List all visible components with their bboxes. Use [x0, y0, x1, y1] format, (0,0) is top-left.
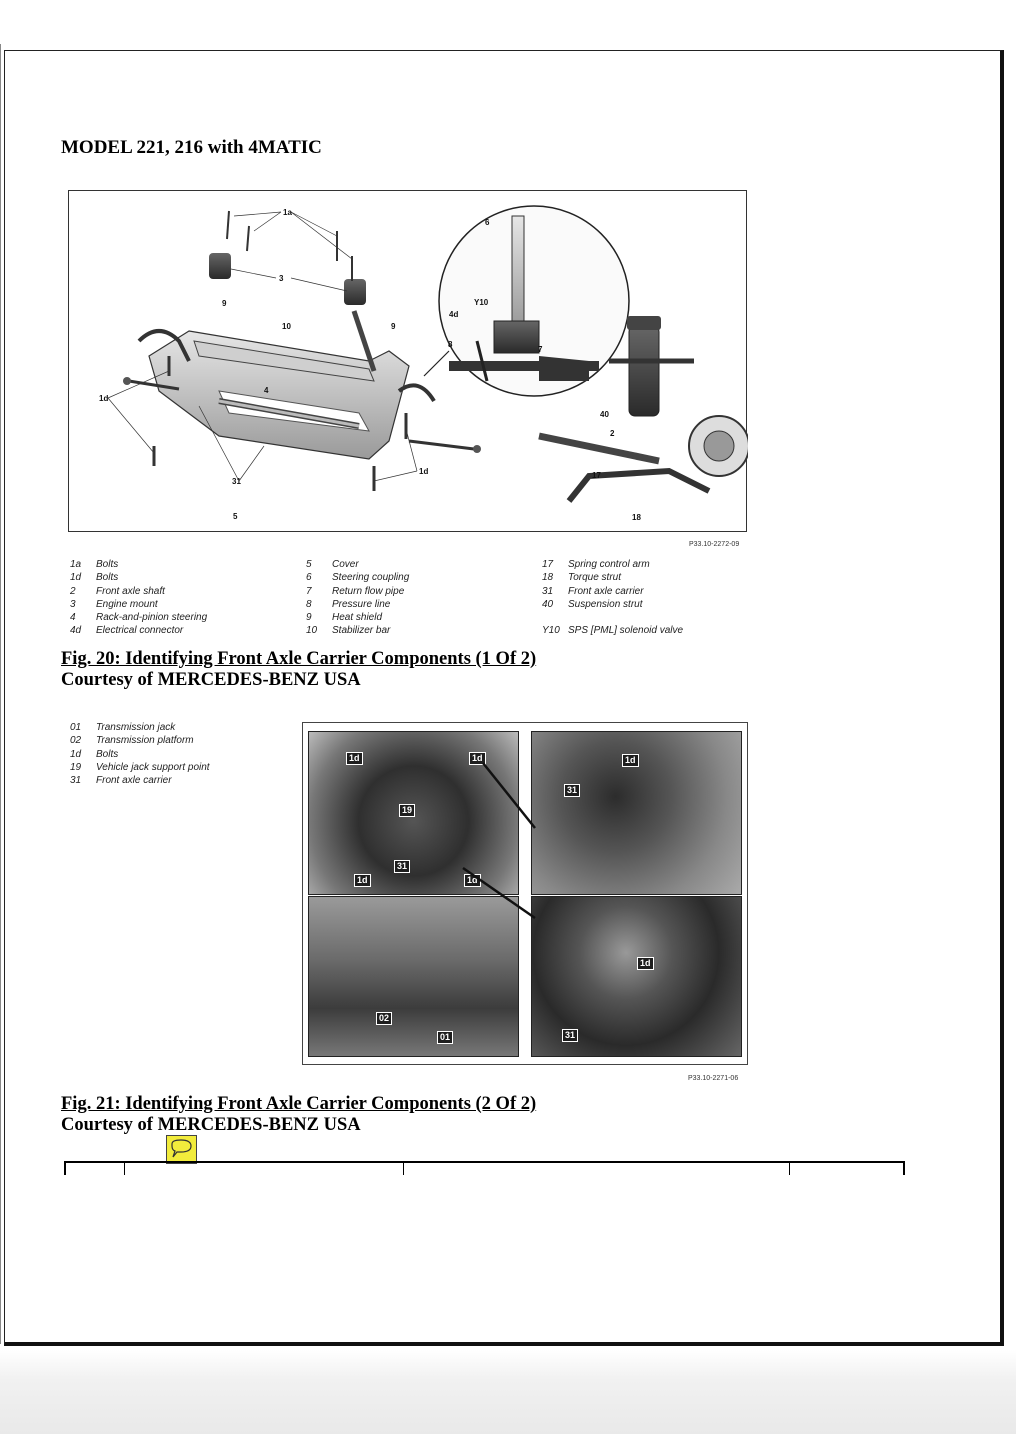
callout-31: 31 [232, 477, 241, 486]
figure-20-legend-col2 [306, 558, 409, 638]
legend-row: 4d Electrical connector [70, 625, 184, 637]
figure-20-legend-col3 [542, 558, 683, 638]
legend-row: 2 Front axle shaft [70, 585, 165, 597]
callout-6: 6 [485, 218, 490, 227]
axle-carrier-frame [123, 211, 481, 491]
figure-20-legend-col1 [70, 558, 207, 638]
legend-row: 8 Pressure line [306, 598, 391, 610]
legend-row: 1d Bolts [70, 748, 119, 760]
photo-badge: 31 [562, 1029, 578, 1042]
speech-bubble-icon [167, 1136, 196, 1163]
callout-y10: Y10 [474, 298, 489, 307]
legend-row: 4 Rack-and-pinion steering [70, 612, 208, 624]
comment-annotation-icon[interactable] [166, 1135, 197, 1164]
photo-badge: 1d [637, 957, 654, 970]
legend-row: 40 Suspension strut [542, 598, 643, 610]
figure-21-title: Fig. 21: Identifying Front Axle Carrier Components (2 Of 2) [61, 1094, 537, 1114]
callout-2: 2 [610, 429, 615, 438]
legend-row: 1a Bolts [70, 559, 119, 570]
figure-20-code: P33.10-2272-09 [689, 541, 740, 548]
figure-21-legend [70, 721, 210, 787]
legend-row-blank [542, 611, 683, 624]
legend-row: 10 Stabilizer bar [306, 625, 391, 637]
legend-row: 02 Transmission platform [70, 735, 194, 747]
figure-21-photo-grid [302, 722, 748, 1065]
callout-4: 4 [264, 386, 269, 395]
photo-badge: 1d [622, 754, 639, 767]
legend-row: 31 Front axle carrier [70, 775, 172, 787]
legend-row: 19 Vehicle jack support point [70, 761, 210, 773]
steering-detail-magnifier [424, 206, 629, 396]
callout-8: 8 [448, 340, 453, 349]
legend-row: 9 Heat shield [306, 612, 383, 624]
legend-row: Y10 SPS [PML] solenoid valve [542, 625, 684, 637]
table-cell-divider [64, 1161, 66, 1175]
photo-badge: 19 [399, 804, 415, 817]
callout-5: 5 [233, 512, 238, 521]
callout-1a: 1a [283, 208, 292, 217]
figure-20-caption [61, 649, 536, 691]
legend-row: 5 Cover [306, 559, 359, 570]
photo-pointer-lines [303, 723, 749, 1066]
legend-row: 17 Spring control arm [542, 559, 650, 570]
table-top-border [64, 1161, 904, 1163]
figure-20-illustration [68, 190, 747, 548]
legend-row: 6 Steering coupling [306, 572, 410, 584]
callout-1d-right: 1d [419, 467, 429, 476]
table-cell-divider [403, 1161, 404, 1175]
figure-20-title: Fig. 20: Identifying Front Axle Carrier Components (1 Of 2) [61, 649, 537, 669]
legend-row: 3 Engine mount [70, 598, 158, 610]
figure-21-code: P33.10-2271-06 [688, 1075, 739, 1082]
photo-badge: 02 [376, 1012, 392, 1025]
callout-1d: 1d [99, 394, 109, 403]
callout-10: 10 [282, 322, 291, 331]
legend-row: 01 Transmission jack [70, 722, 176, 733]
callout-17: 17 [592, 471, 601, 480]
photo-badge: 1d [354, 874, 371, 887]
legend-row: 18 Torque strut [542, 572, 621, 584]
table-cell-divider [789, 1161, 790, 1175]
callout-9b: 9 [391, 322, 396, 331]
table-cell-divider [903, 1161, 905, 1175]
page-shadow [0, 44, 1, 1344]
callout-18: 18 [632, 513, 641, 522]
figure-21-caption [61, 1094, 536, 1136]
table-cell-divider [124, 1161, 125, 1175]
legend-row: 7 Return flow pipe [306, 585, 405, 597]
photo-badge: 01 [437, 1031, 453, 1044]
legend-row: 31 Front axle carrier [542, 585, 644, 597]
callout-9: 9 [222, 299, 227, 308]
callout-40: 40 [600, 410, 609, 419]
photo-badge: 1d [469, 752, 486, 765]
front-axle-carrier-drawing [69, 191, 748, 533]
figure-21-courtesy: Courtesy of MERCEDES-BENZ USA [61, 1115, 361, 1135]
figure-20-courtesy: Courtesy of MERCEDES-BENZ USA [61, 670, 361, 690]
photo-badge: 1d [346, 752, 363, 765]
callout-4d: 4d [449, 310, 459, 319]
photo-badge: 31 [394, 860, 410, 873]
photo-badge: 1d [464, 874, 481, 887]
model-heading: MODEL 221, 216 with 4MATIC [61, 137, 322, 158]
callout-3: 3 [279, 274, 284, 283]
legend-row: 1d Bolts [70, 572, 119, 584]
photo-badge: 31 [564, 784, 580, 797]
callout-7: 7 [538, 345, 543, 354]
